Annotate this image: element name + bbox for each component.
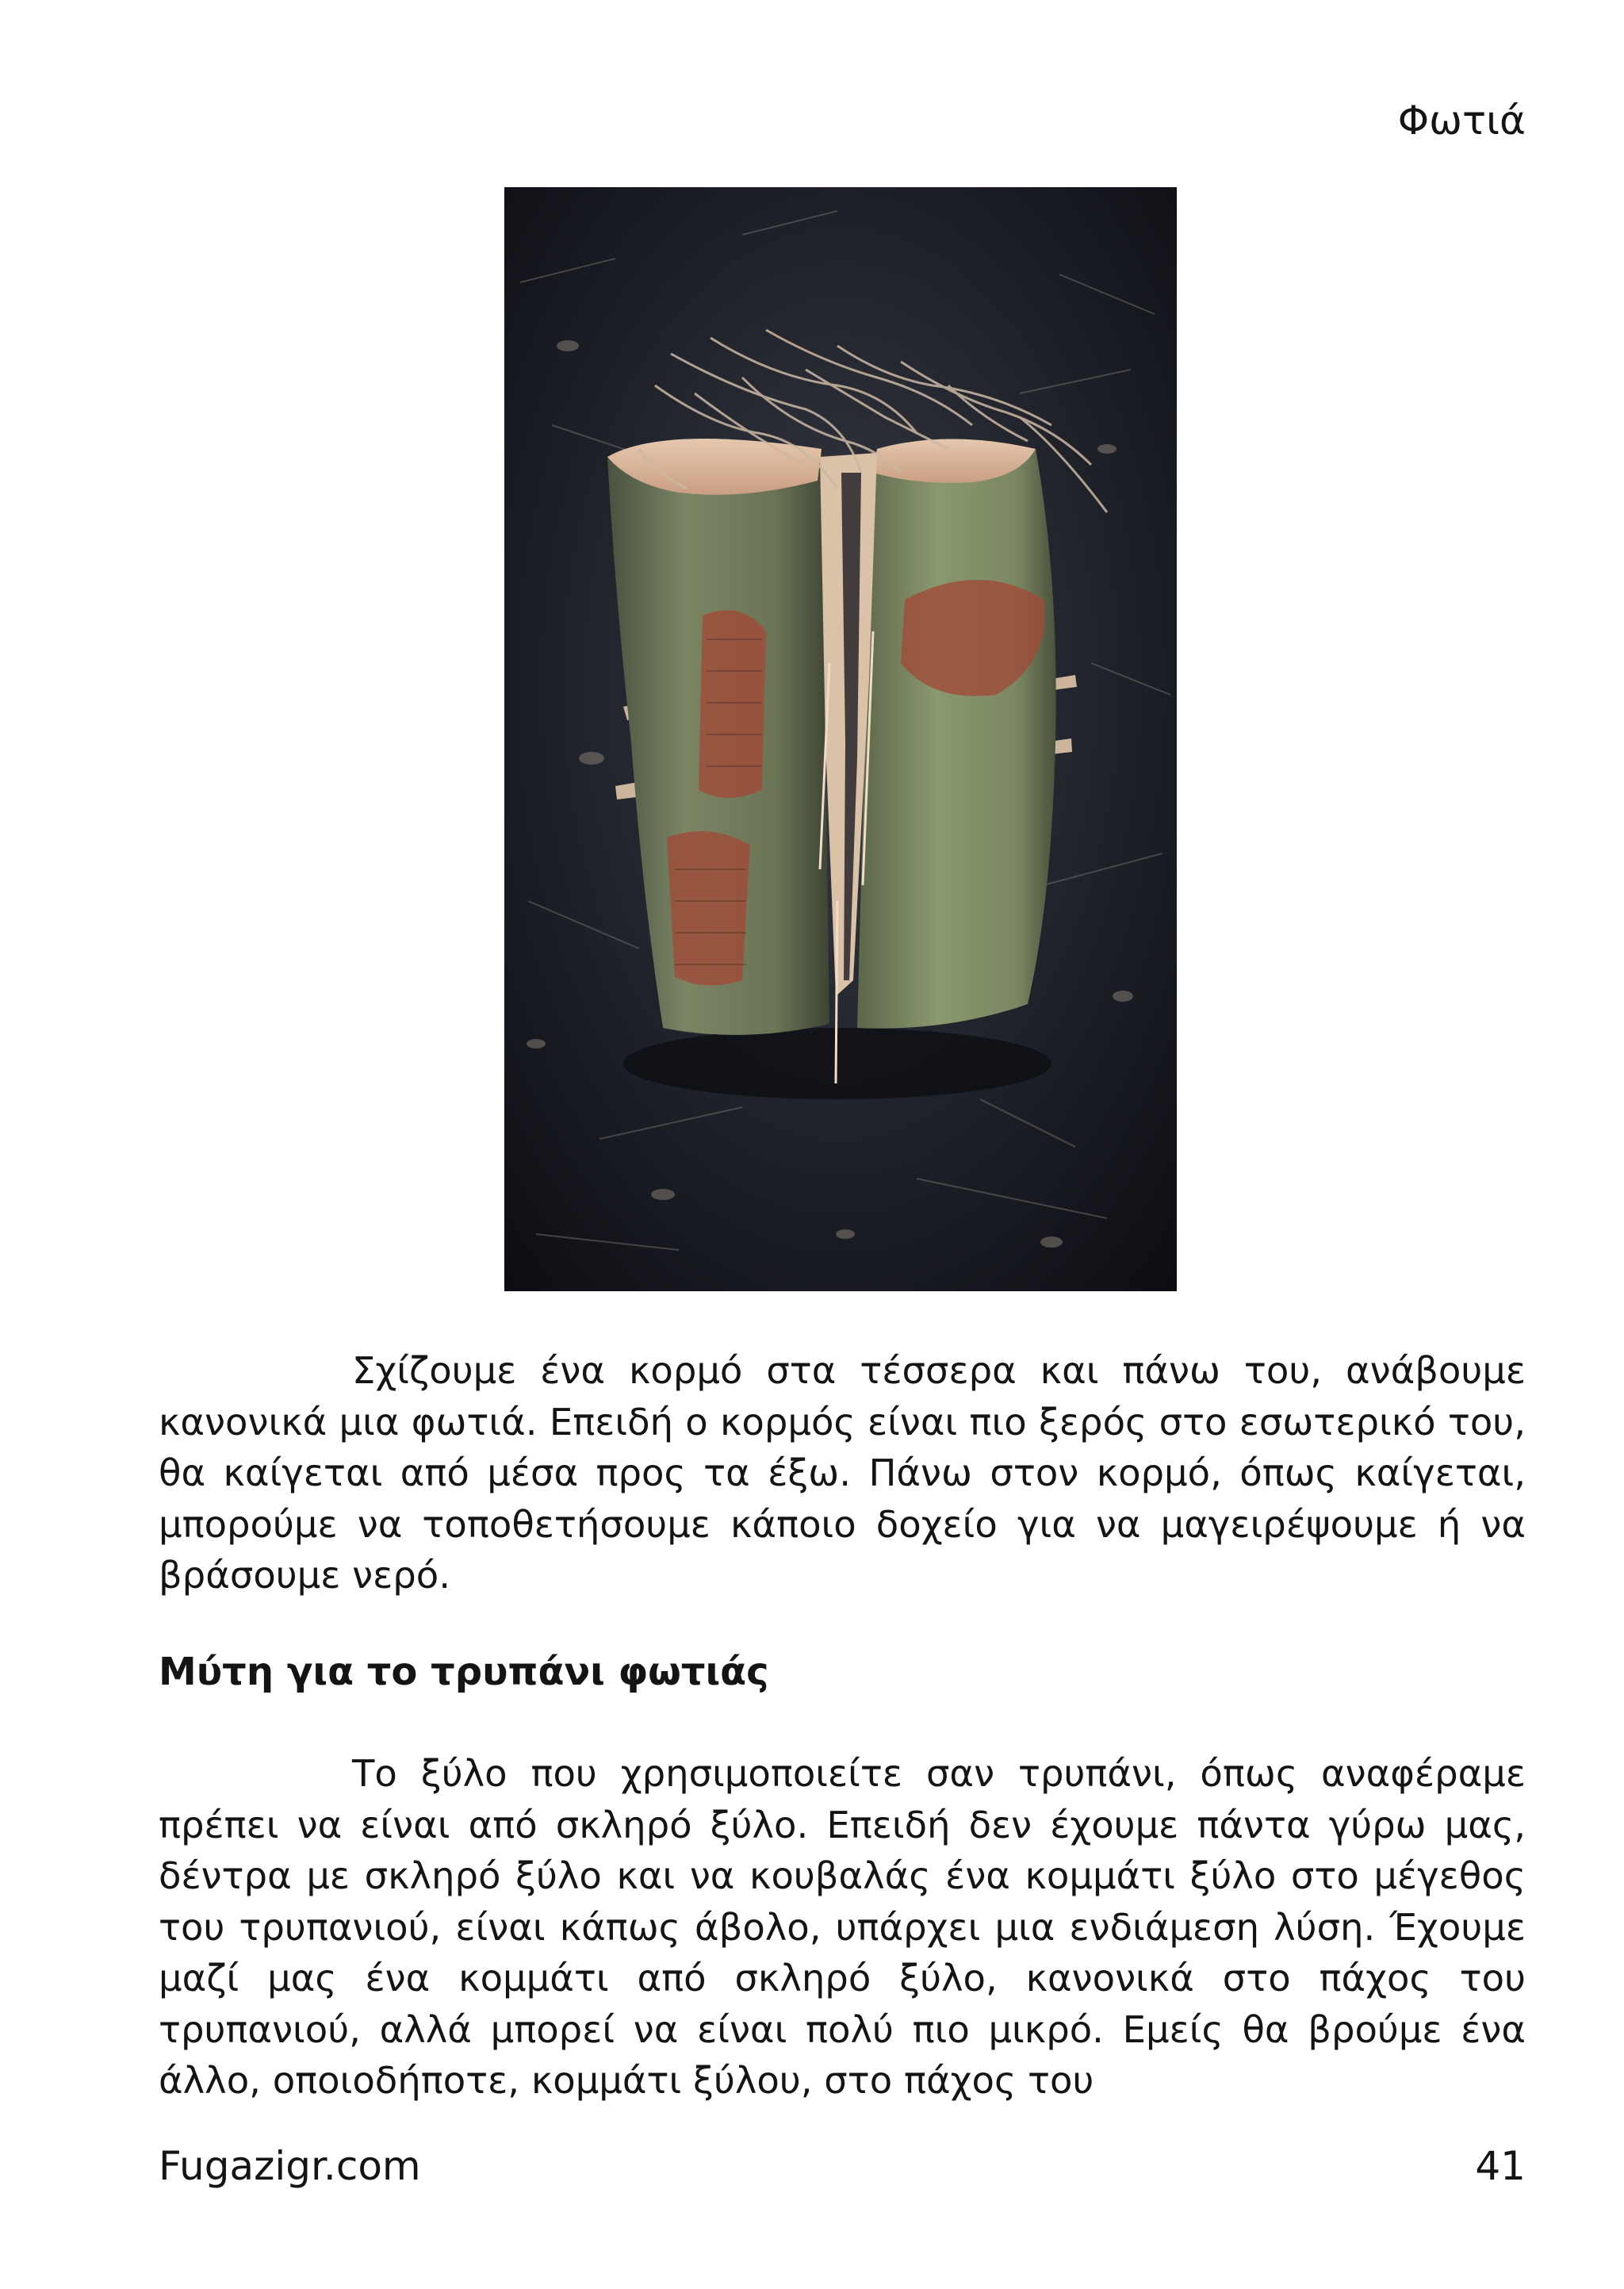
section-heading-fire-drill-tip: Μύτη για το τρυπάνι φωτιάς <box>159 1650 769 1694</box>
footer-page-number: 41 <box>1475 2143 1526 2189</box>
paragraph-fire-drill-tip: Το ξύλο που χρησιμοποιείτε σαν τρυπάνι, όπως αναφέραμε πρέπει να είναι από σκληρό ξύλο. Επειδή δεν έχουμε πάντα γύρω μας, δέντρα με σκληρό ξύλο και να κουβαλάς ένα κομμάτι ξύλο στο μέγεθος του τρυπανιού, είναι κάπως άβολο, υπάρχει μια ενδιάμεση λύση. Έχουμε μαζί μας ένα κομμάτι από σκληρό ξύλο, κανονικά στο πάχος του τρυπανιού, αλλά μπορεί να είναι πολύ πιο μικρό. Εμείς θα βρούμε ένα άλλο, οποιοδήποτε, κομμάτι ξύλου, στο πάχος του <box>159 1752 1526 2102</box>
paragraph-split-log-fire: Σχίζουμε ένα κορμό στα τέσσερα και πάνω του, ανάβουμε κανονικά μια φωτιά. Επειδή ο κορμός είναι πιο ξερός στο εσωτερικό του, θα καίγεται από μέσα προς τα έξω. Πάνω στον κορμό, όπως καίγεται, μπορούμε να τοποθετήσουμε κάποιο δοχείο για να μαγειρέψουμε ή να βράσουμε νερό. <box>159 1349 1526 1597</box>
split-log-fire-photo <box>504 187 1177 1291</box>
right-log-half <box>857 439 1056 1029</box>
footer-site-name: Fugazigr.com <box>159 2143 421 2189</box>
running-header-chapter-title: Φωτιά <box>1397 98 1526 144</box>
log-shadow <box>623 1028 1051 1099</box>
